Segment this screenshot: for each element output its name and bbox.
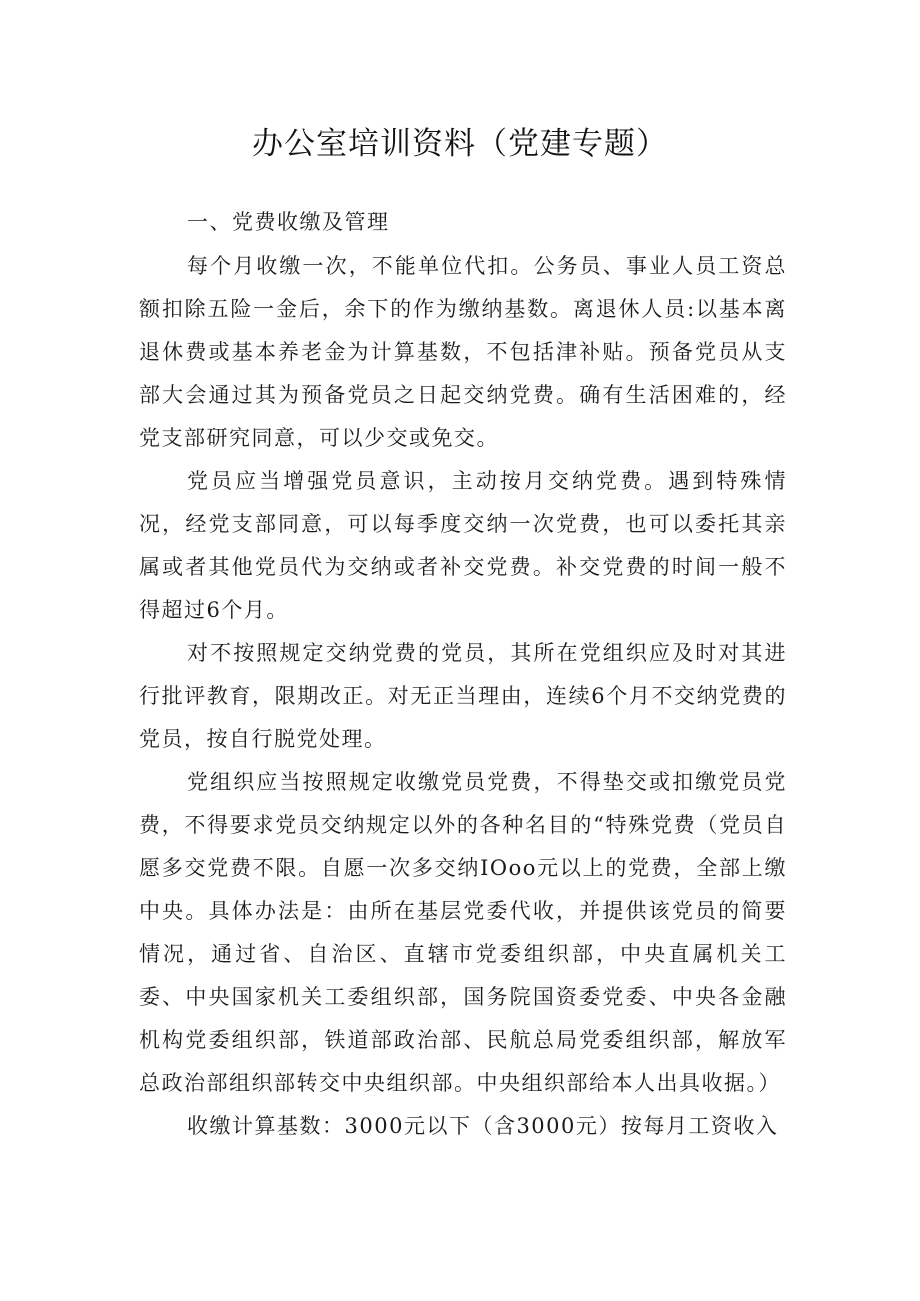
- paragraph-4: 党组织应当按照规定收缴党员党费，不得垫交或扣缴党员党费，不得要求党员交纳规定以外的各种名目的“特殊党费（党员自愿多交党费不限。自愿一次多交纳IOoo元以上的党费，全部上缴中央。具体办法是：由所在基层党委代收，并提供该党员的简要情况，通过省、自治区、直辖市党委组织部，中央直属机关工委、中央国家机关工委组织部，国务院国资委党委、中央各金融机构党委组织部，铁道部政治部、民航总局党委组织部，解放军总政治部组织部转交中央组织部。中央组织部给本人出具收据。）: [139, 770, 787, 1095]
- document-title: 办公室培训资料（党建专题）: [252, 126, 668, 162]
- paragraph-2: 党员应当增强党员意识，主动按月交纳党费。遇到特殊情况，经党支部同意，可以每季度交纳一次党费，也可以委托其亲属或者其他党员代为交纳或者补交党费。补交党费的时间一般不得超过6个月。: [139, 469, 787, 622]
- paragraph-1: 每个月收缴一次，不能单位代扣。公务员、事业人员工资总额扣除五险一金后，余下的作为缴纳基数。离退休人员:以基本离退休费或基本养老金为计算基数，不包括津补贴。预备党员从支部大会通过其为预备党员之日起交纳党费。确有生活困难的，经党支部研究同意，可以少交或免交。: [139, 254, 787, 450]
- paragraph-5: 收缴计算基数：3000元以下（含3000元）按每月工资收入: [187, 1114, 779, 1138]
- paragraph-3: 对不按照规定交纳党费的党员，其所在党组织应及时对其进行批评教育，限期改正。对无正当理由，连续6个月不交纳党费的党员，按自行脱党处理。: [139, 641, 787, 751]
- document-body: [139, 201, 787, 1148]
- section-heading: 一、党费收缴及管理: [187, 210, 390, 234]
